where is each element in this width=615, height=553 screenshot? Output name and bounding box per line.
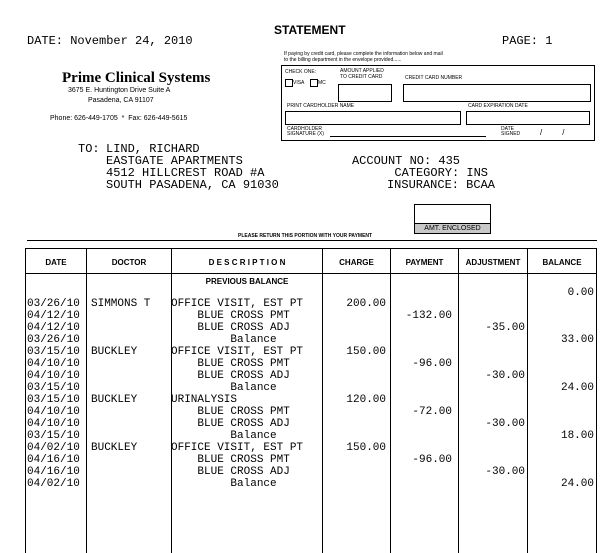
row-description: BLUE CROSS PMT	[171, 454, 290, 466]
table-row	[0, 298, 615, 310]
cc-instructions-line1: If paying by credit card, please complete the information below and mail	[284, 51, 443, 57]
patient-address-line3: SOUTH PASADENA, CA 91030	[106, 178, 279, 192]
row-description: OFFICE VISIT, EST PT	[171, 298, 304, 310]
col-header-description: D E S C R I P T I O N	[208, 258, 286, 267]
previous-balance-label: PREVIOUS BALANCE	[205, 277, 289, 286]
row-date: 04/16/10	[27, 454, 80, 466]
row-doctor: SIMMONS T	[91, 298, 151, 310]
row-date: 04/12/10	[27, 310, 80, 322]
row-date: 04/02/10	[27, 442, 80, 454]
table-row	[0, 442, 615, 454]
clinic-address-line1: 3675 E. Huntington Drive Suite A	[68, 87, 171, 94]
signature-line[interactable]	[330, 136, 486, 137]
statement-title: STATEMENT	[274, 23, 346, 37]
cc-instructions-line2: to the billing department in the envelope provided......	[284, 57, 402, 63]
date-signed-slashes: / /	[540, 128, 565, 137]
row-description: OFFICE VISIT, EST PT	[171, 442, 304, 454]
amount-applied-label1: AMOUNT APPLIED	[340, 68, 384, 74]
table-row	[0, 418, 615, 430]
table-row	[0, 466, 615, 478]
cardholder-name-field[interactable]	[285, 111, 461, 125]
col-header-charge: CHARGE	[339, 258, 374, 267]
account-number: ACCOUNT NO: 435	[351, 154, 460, 168]
row-charge: 120.00	[346, 394, 386, 406]
amount-enclosed-label: AMT. ENCLOSED	[415, 223, 490, 233]
row-adjustment: -30.00	[485, 418, 525, 430]
row-adjustment: -35.00	[485, 322, 525, 334]
row-description: URINALYSIS	[171, 394, 238, 406]
row-charge: 150.00	[346, 346, 386, 358]
account-insurance: INSURANCE: BCAA	[386, 178, 495, 192]
row-description: BLUE CROSS ADJ	[171, 370, 290, 382]
amount-applied-field[interactable]	[338, 84, 392, 102]
table-row	[0, 346, 615, 358]
account-category: CATEGORY: INS	[394, 166, 488, 180]
tear-line	[27, 240, 597, 241]
clinic-address-line2: Pasadena, CA 91107	[88, 97, 154, 104]
visa-label: VISA	[293, 80, 305, 86]
amount-applied-label2: TO CREDIT CARD	[340, 74, 383, 80]
row-charge: 200.00	[346, 298, 386, 310]
row-date: 04/12/10	[27, 322, 80, 334]
col-header-date: DATE	[45, 258, 67, 267]
row-date: 04/02/10	[27, 478, 80, 490]
table-row	[0, 310, 615, 322]
date-signed-label2: SIGNED	[501, 131, 521, 137]
row-balance: 24.00	[560, 478, 594, 490]
col-header-balance: BALANCE	[542, 258, 582, 267]
row-doctor: BUCKLEY	[91, 346, 138, 358]
card-number-label: CREDIT CARD NUMBER	[405, 75, 463, 81]
table-row	[0, 382, 615, 394]
table-top-border	[25, 248, 596, 249]
return-notice: PLEASE RETURN THIS PORTION WITH YOUR PAYMENT	[238, 233, 373, 239]
patient-address-line2: 4512 HILLCREST ROAD #A	[106, 166, 265, 180]
row-date: 04/10/10	[27, 370, 80, 382]
row-doctor: BUCKLEY	[91, 442, 138, 454]
col-header-payment: PAYMENT	[405, 258, 444, 267]
table-row	[0, 430, 615, 442]
row-balance: 33.00	[560, 334, 594, 346]
table-row	[0, 394, 615, 406]
row-date: 04/10/10	[27, 418, 80, 430]
row-date: 04/10/10	[27, 406, 80, 418]
row-description: Balance	[171, 334, 277, 346]
row-description: OFFICE VISIT, EST PT	[171, 346, 304, 358]
row-payment: -96.00	[412, 454, 452, 466]
expiration-field[interactable]	[466, 111, 590, 125]
signature-label2: SIGNATURE (X)	[287, 131, 324, 137]
row-adjustment: -30.00	[485, 466, 525, 478]
row-description: BLUE CROSS PMT	[171, 310, 290, 322]
signature-label1: CARDHOLDER	[287, 126, 323, 132]
row-description: BLUE CROSS PMT	[171, 358, 290, 370]
row-payment: -72.00	[412, 406, 452, 418]
row-doctor: BUCKLEY	[91, 394, 138, 406]
row-payment: -96.00	[412, 358, 452, 370]
mc-checkbox[interactable]	[310, 79, 318, 87]
date-signed-label1: DATE	[501, 126, 514, 132]
table-row	[0, 454, 615, 466]
row-balance: 24.00	[560, 382, 594, 394]
check-one-label: CHECK ONE:	[285, 69, 317, 75]
row-description: BLUE CROSS ADJ	[171, 466, 290, 478]
visa-checkbox[interactable]	[285, 79, 293, 87]
row-date: 03/15/10	[27, 346, 80, 358]
table-row	[0, 334, 615, 346]
patient-name: LIND, RICHARD	[106, 142, 200, 156]
row-date: 03/15/10	[27, 382, 80, 394]
cardholder-name-label: PRINT CARDHOLDER NAME	[287, 103, 355, 109]
card-number-field[interactable]	[403, 84, 591, 102]
clinic-contact: Phone: 626-449-1705 * Fax: 626-449-5615	[50, 115, 188, 122]
expiration-label: CARD EXPIRATION DATE	[468, 103, 528, 109]
row-charge: 150.00	[346, 442, 386, 454]
to-label: TO:	[78, 142, 100, 156]
row-date: 03/15/10	[27, 430, 80, 442]
patient-address-line1: EASTGATE APARTMENTS	[106, 154, 243, 168]
col-header-adjustment: ADJUSTMENT	[465, 258, 521, 267]
statement-date: DATE: November 24, 2010	[27, 34, 193, 48]
table-row	[0, 358, 615, 370]
col-header-doctor: DOCTOR	[111, 258, 147, 267]
row-adjustment: -30.00	[485, 370, 525, 382]
table-row	[0, 478, 615, 490]
row-date: 03/26/10	[27, 334, 80, 346]
row-date: 04/16/10	[27, 466, 80, 478]
row-description: BLUE CROSS PMT	[171, 406, 290, 418]
clinic-name: Prime Clinical Systems	[62, 70, 211, 86]
row-payment: -132.00	[405, 310, 452, 322]
row-balance: 18.00	[560, 430, 594, 442]
mc-label: MC	[318, 80, 326, 86]
row-description: Balance	[171, 478, 277, 490]
previous-balance-value: 0.00	[567, 287, 594, 299]
table-row	[0, 406, 615, 418]
table-row	[0, 370, 615, 382]
row-date: 03/15/10	[27, 394, 80, 406]
row-description: Balance	[171, 382, 277, 394]
row-date: 03/26/10	[27, 298, 80, 310]
row-description: Balance	[171, 430, 277, 442]
table-row	[0, 322, 615, 334]
row-description: BLUE CROSS ADJ	[171, 418, 290, 430]
row-date: 04/10/10	[27, 358, 80, 370]
page-number: PAGE: 1	[502, 34, 553, 48]
row-description: BLUE CROSS ADJ	[171, 322, 290, 334]
